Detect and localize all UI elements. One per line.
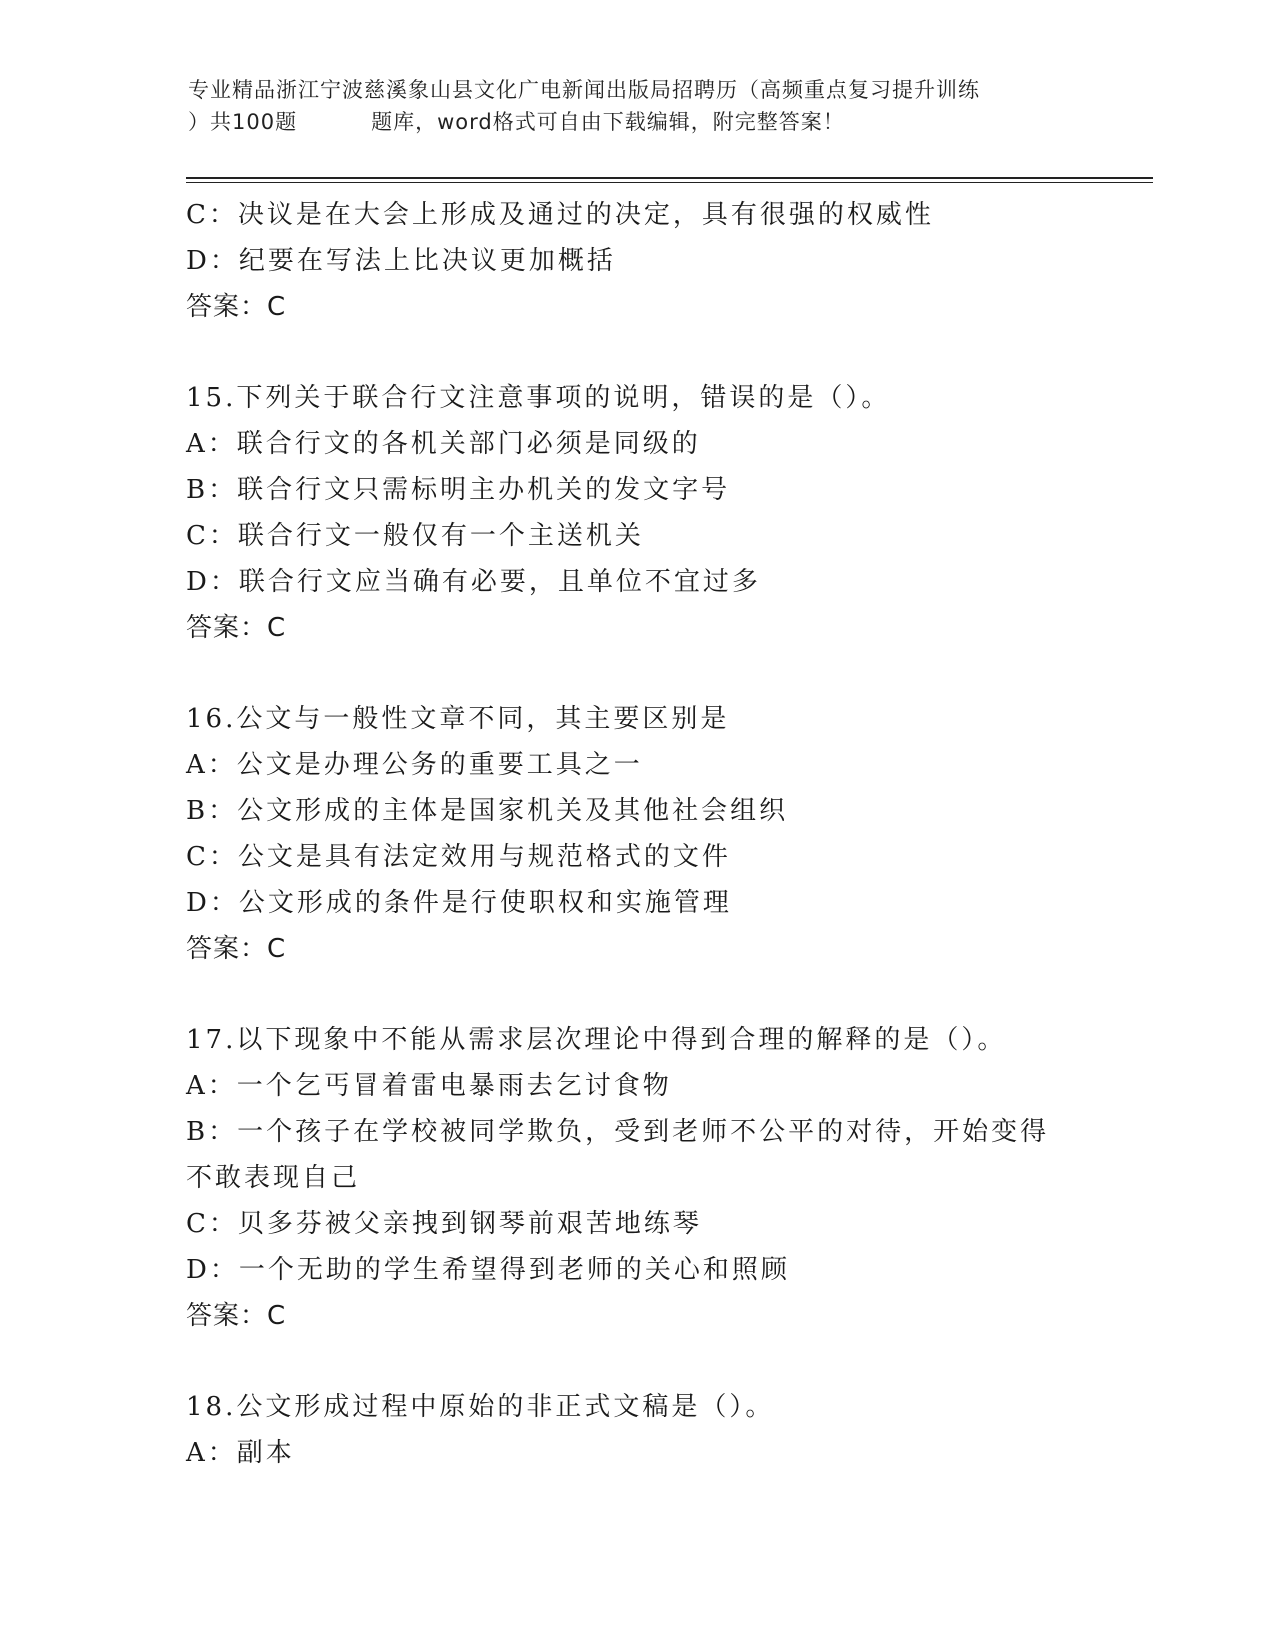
option-d: D：一个无助的学生希望得到老师的关心和照顾 bbox=[186, 1255, 790, 1285]
header-rule-thick bbox=[186, 177, 1153, 179]
document-header bbox=[188, 74, 1088, 138]
header-line-2 bbox=[188, 106, 1088, 138]
question-17 bbox=[186, 1017, 1086, 1339]
question-16 bbox=[186, 696, 1086, 972]
answer: 答案：C bbox=[186, 1301, 287, 1331]
option-a: A：副本 bbox=[186, 1438, 295, 1468]
option-c: C：公文是具有法定效用与规范格式的文件 bbox=[186, 842, 731, 872]
option-d: D：纪要在写法上比决议更加概括 bbox=[186, 246, 616, 276]
question-15 bbox=[186, 375, 1086, 651]
question-list bbox=[186, 192, 1086, 1476]
option-c: C：贝多芬被父亲拽到钢琴前艰苦地练琴 bbox=[186, 1209, 702, 1239]
option-d: D：联合行文应当确有必要，且单位不宜过多 bbox=[186, 567, 761, 597]
option-c: C：决议是在大会上形成及通过的决定，具有很强的权威性 bbox=[186, 200, 934, 230]
question-text: 16.公文与一般性文章不同，其主要区别是 bbox=[186, 704, 730, 734]
option-a: A：联合行文的各机关部门必须是同级的 bbox=[186, 429, 701, 459]
option-a: A：一个乞丐冒着雷电暴雨去乞讨食物 bbox=[186, 1071, 672, 1101]
answer: 答案：C bbox=[186, 934, 287, 964]
question-14-tail bbox=[186, 192, 1086, 330]
option-b: B：公文形成的主体是国家机关及其他社会组织 bbox=[186, 796, 789, 826]
option-d: D：公文形成的条件是行使职权和实施管理 bbox=[186, 888, 732, 918]
question-text: 15.下列关于联合行文注意事项的说明，错误的是（）。 bbox=[186, 383, 891, 413]
header-line-2-end: 题库，word格式可自由下载编辑，附完整答案！ bbox=[371, 110, 845, 134]
option-a: A：公文是办理公务的重要工具之一 bbox=[186, 750, 643, 780]
question-18 bbox=[186, 1384, 1086, 1476]
question-text: 18.公文形成过程中原始的非正式文稿是（）。 bbox=[186, 1392, 775, 1422]
answer: 答案：C bbox=[186, 613, 287, 643]
answer: 答案：C bbox=[186, 292, 287, 322]
header-line-2-start: ）共100题 bbox=[188, 110, 298, 134]
header-line-1: 专业精品浙江宁波慈溪象山县文化广电新闻出版局招聘历（高频重点复习提升训练 bbox=[188, 78, 980, 102]
question-text: 17.以下现象中不能从需求层次理论中得到合理的解释的是（）。 bbox=[186, 1025, 1007, 1055]
option-b: B：一个孩子在学校被同学欺负，受到老师不公平的对待，开始变得不敢表现自己 bbox=[186, 1117, 1050, 1193]
header-rule-thin bbox=[186, 182, 1153, 183]
option-b: B：联合行文只需标明主办机关的发文字号 bbox=[186, 475, 731, 505]
option-c: C：联合行文一般仅有一个主送机关 bbox=[186, 521, 644, 551]
